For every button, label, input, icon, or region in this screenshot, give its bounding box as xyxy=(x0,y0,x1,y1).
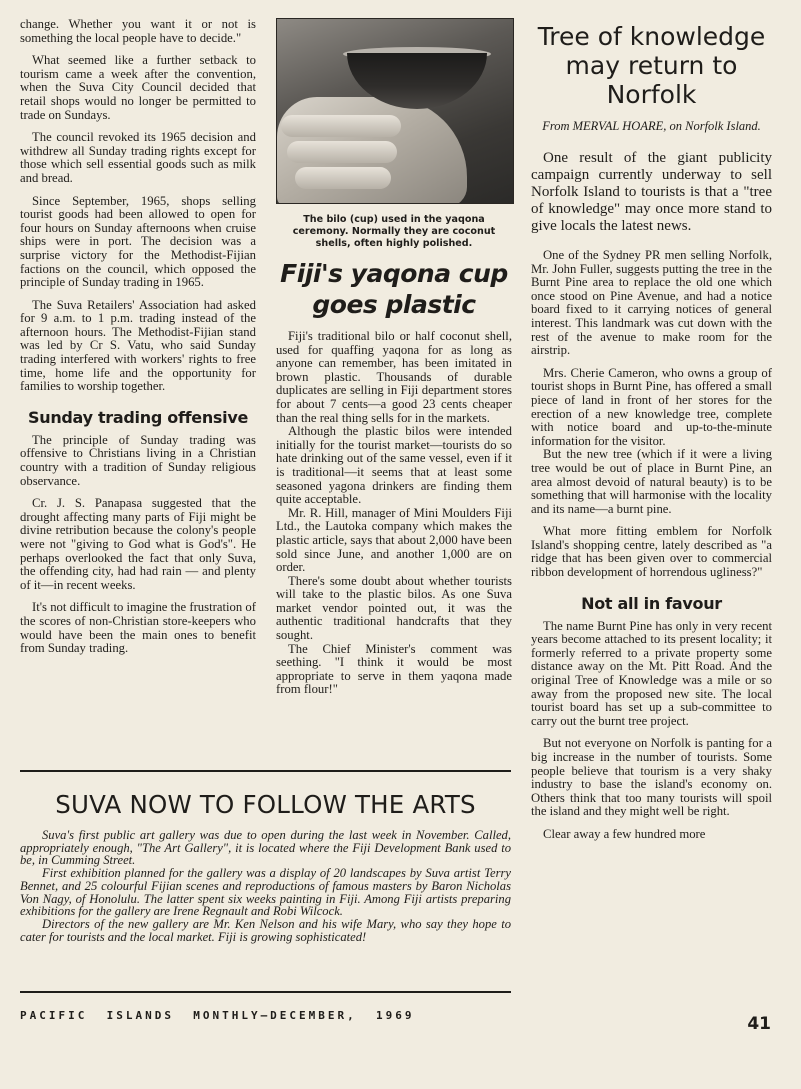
masthead-footer: PACIFIC ISLANDS MONTHLY—DECEMBER, 1969 xyxy=(20,1009,415,1022)
body-paragraph: Although the plastic bilos were intended initially for the tourist market—tourists do so hate drinking out of the same vessel, even if it is traditional—it seems that at least some seasoned yagona drinkers are finding them quite acceptable. xyxy=(276,424,512,507)
body-paragraph: Since September, 1965, shops selling tourist goods had been allowed to open for four hours on Sunday afternoons when cruise ships were in port. The decision was a surprise victory for the Methodist-Fijian factions on the council, which opposed the principle of Sunday trading in 1965. xyxy=(20,193,256,290)
subheading-sunday-trading: Sunday trading offensive xyxy=(28,407,248,427)
body-paragraph: Mr. R. Hill, manager of Mini Moulders Fiji Ltd., the Lautoka company which makes the plastic article, says that about 2,000 have been sold since June, and another 1,000 are on order. xyxy=(276,505,512,575)
divider-rule xyxy=(20,991,511,993)
body-paragraph: It's not difficult to imagine the frustration of the scores of non-Christian store-keepers who would have been the main ones to benefit from Sunday trading. xyxy=(20,600,256,656)
body-paragraph: There's some doubt about whether tourists will take to the plastic bilos. As one Suva market vendor pointed out, it was the authentic traditional handcrafts that they sought. xyxy=(276,573,512,643)
photo-caption: The bilo (cup) used in the yaqona ceremony. Normally they are coconut shells, often highly polished. xyxy=(292,214,496,249)
headline-tree-of-knowledge: Tree of knowledge may return to Norfolk xyxy=(537,22,766,109)
bilo-cup-photo xyxy=(276,18,514,204)
column-right xyxy=(531,22,772,851)
headline-yaqona: Fiji's yaqona cup goes plastic xyxy=(280,259,508,319)
finger-shape xyxy=(287,141,397,163)
lead-paragraph: One result of the giant publicity campaign currently underway to sell Norfolk Island to tourists is that a "tree of knowledge" may once more stand to give locals the latest news. xyxy=(531,150,772,234)
finger-shape xyxy=(295,167,391,189)
body-paragraph: Clear away a few hundred more xyxy=(543,826,706,841)
column-middle xyxy=(276,18,512,697)
body-paragraph: Mrs. Cherie Cameron, who owns a group of tourist shops in Burnt Pine, has offered a small piece of land in front of her stores for the erection of a new knowledge tree, complete with notice board and up-to-the-minute information for the visitor. xyxy=(531,365,772,448)
arts-paragraph: First exhibition planned for the gallery was a display of 20 landscapes by Suva artist Terry Bennet, and 25 colourful Fijian scenes and reproductions of famous masters by Baron Nicholas Von Nagy, of Honolulu. The latter spent six weeks painting in Fiji. Among Fiji artists preparing exhibitions for the gallery are Irene Regnault and Robi Wilcock. xyxy=(20,866,511,919)
arts-article xyxy=(20,790,511,943)
body-paragraph: What seemed like a further setback to tourism came a week after the convention, when the Suva City Council decided that retail shops would no longer be permitted to trade on Sundays. xyxy=(20,53,256,122)
body-paragraph: The Chief Minister's comment was seething. "I think it would be most appropriate to serve in them yaqona made from flour!" xyxy=(276,641,512,697)
body-paragraph: Fiji's traditional bilo or half coconut shell, used for quaffing yaqona for as long as anyone can remember, has been imitated in brown plastic. Thousands of durable duplicates are selling in Fiji department stores for about 7 cents—a good 23 cents cheaper than the real thing sells for in the markets. xyxy=(276,329,512,425)
page-number: 41 xyxy=(747,1014,771,1034)
body-paragraph: The council revoked its 1965 decision and withdrew all Sunday trading rights except for those which sell essential goods such as milk and bread. xyxy=(20,130,256,185)
body-paragraph: The principle of Sunday trading was offensive to Christians living in a Christian country with a tradition of Sunday religious observance. xyxy=(20,432,256,488)
body-paragraph: The name Burnt Pine has only in very recent years become attached to its present locality; it formerly referred to a private property some distance away on the Mt. Pitt Road. And the original Tree of Knowledge was a mile or so away from the proposed new site. The local tourist board has set up a sub-committee to carry out the burnt tree project. xyxy=(531,618,772,728)
divider-rule xyxy=(20,770,511,772)
body-paragraph: But the new tree (which if it were a living tree would be out of place in Burnt Pine, an area almost devoid of natural beauty) is to be something that will harmonise with the locality and its name—a burnt pine. xyxy=(531,447,772,516)
body-paragraph: One of the Sydney PR men selling Norfolk, Mr. John Fuller, suggests putting the tree in the Burnt Pine area to replace the old one which once stood on Pine Avenue, and had a notice board fixed to it carrying notices of general interest. This landmark was cut down with the rest of the avenue to make room for the airstrip. xyxy=(531,248,772,358)
arts-paragraph: Directors of the new gallery are Mr. Ken Nelson and his wife Mary, who say they hope to cater for tourists and the local market. Fiji is growing sophisticated! xyxy=(20,916,511,944)
headline-arts: SUVA NOW TO FOLLOW THE ARTS xyxy=(55,790,476,819)
finger-shape xyxy=(281,115,401,137)
arts-paragraph: Suva's first public art gallery was due to open during the last week in November. Called, appropriately enough, "The Art Gallery", it is located where the Fiji Development Bank used to be, in Cumming Street. xyxy=(20,828,511,868)
byline: From MERVAL HOARE, on Norfolk Island. xyxy=(542,119,761,133)
body-paragraph: But not everyone on Norfolk is panting for a big increase in the number of tourists. Some people believe that tourism is a very shaky industry to base the island's economy on. Others think that too many tourists will spoil the island and they might well be right. xyxy=(531,736,772,819)
subheading-not-all-in-favour: Not all in favour xyxy=(581,593,722,613)
body-paragraph: The Suva Retailers' Association had asked for 9 a.m. to 1 p.m. trading instead of the afternoon hours. The Methodist-Fijian stand was led by Cr S. Vatu, who said Sunday trading interfered with workers' rights to free time, home life and the opportunity for families to worship together. xyxy=(20,297,256,394)
column-left xyxy=(20,18,256,665)
body-paragraph: Cr. J. S. Panapasa suggested that the drought affecting many parts of Fiji might be divine retribution because the colony's people were not "giving to God what is God's". He perhaps overlooked the fact that only Suva, the offending city, had had rain — and plenty of it—in recent weeks. xyxy=(20,496,256,592)
body-paragraph: What more fitting emblem for Norfolk Island's shopping centre, lately described as "a ridge that has been given over to commercial ribbon development of horrendous ugliness?" xyxy=(531,524,772,580)
body-paragraph: change. Whether you want it or not is something the local people have to decide." xyxy=(20,17,256,45)
